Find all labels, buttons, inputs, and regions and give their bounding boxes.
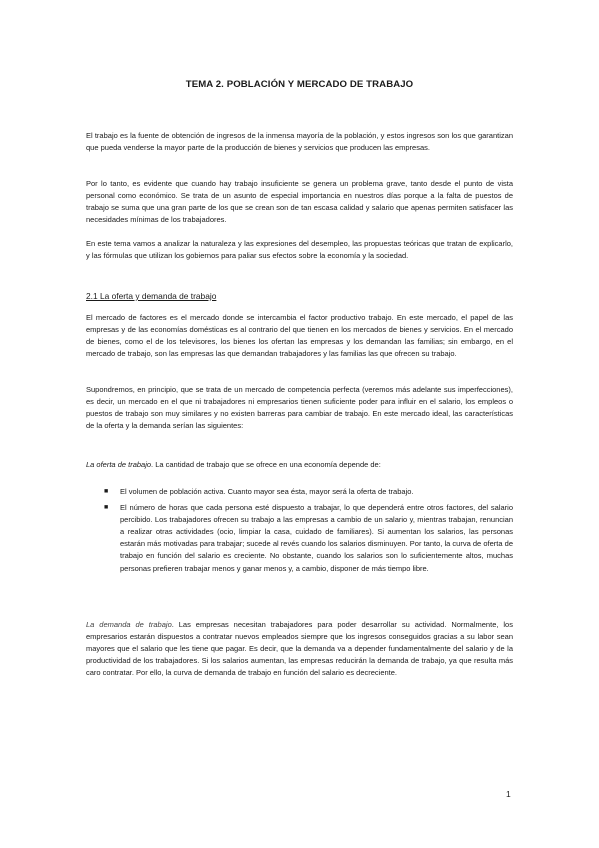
intro-paragraph-2: Por lo tanto, es evidente que cuando hay trabajo insuficiente se genera un problema grave, tanto desde el punto de vista personal como económico. Se trata de un asunto de especial importancia en nuestros días porque a la falta de puestos de trabajo se suma que una gran parte de los que se crean son de tan escasa calidad y salario que apenas permiten satisfacer las necesidades mínimas de los trabajadores. <box>86 179 513 225</box>
demand-paragraph <box>86 619 513 679</box>
demand-lead-text: La demanda de trabajo <box>86 620 172 629</box>
market-paragraph: El mercado de factores es el mercado donde se intercambia el factor productivo trabajo. En este mercado, el papel de las empresas y de las economías domésticas es al contrario del que tienen en los mercados de bienes y servicios. En el mercado de bienes, como el de los televisores, los bienes los ofertan las empresas y los demandan las familias; sin embargo, en el mercado de trabajo, son las empresas las que demandan trabajadores y las familias las que ofrecen su trabajo. <box>86 313 513 359</box>
competition-paragraph: Supondremos, en principio, que se trata de un mercado de competencia perfecta (veremos más adelante sus imperfecciones), es decir, un mercado en el que ni trabajadores ni empresarios tienen suficiente poder para influir en el salario, los empleos o puestos de trabajo son muy similares y no existen barreras para cambiar de trabajo. En este mercado ideal, las características de la oferta y la demanda serían las siguientes: <box>86 385 513 431</box>
page-number: 1 <box>506 789 511 799</box>
bullet-icon: ■ <box>104 488 109 495</box>
list-item <box>104 502 513 575</box>
page-title: TEMA 2. POBLACIÓN Y MERCADO DE TRABAJO <box>185 79 414 90</box>
intro-paragraph-3: En este tema vamos a analizar la naturaleza y las expresiones del desempleo, las propuestas teóricas que tratan de explicarlo, y las fórmulas que utilizan los gobiernos para paliar sus efectos sobre la economía y la sociedad. <box>86 239 513 261</box>
list-item <box>104 486 513 498</box>
intro-paragraph-1: El trabajo es la fuente de obtención de ingresos de la inmensa mayoría de la población, y estos ingresos son los que garantizan que pueda venderse la mayor parte de la producción de bienes y servicios que producen las empresas. <box>86 131 513 153</box>
supply-factors-list <box>104 486 513 579</box>
bullet-icon: ■ <box>104 504 109 512</box>
section-heading: 2.1 La oferta y demanda de trabajo <box>86 291 217 301</box>
supply-lead-text: La oferta de trabajo <box>86 460 152 469</box>
supply-intro-paragraph <box>86 459 513 471</box>
supply-rest-text: . La cantidad de trabajo que se ofrece en una economía depende de: <box>151 460 381 469</box>
demand-rest-text: . Las empresas necesitan trabajadores para poder desarrollar su actividad. Normalmente, los empresarios estarán dispuestos a contratar nuevos empleados siempre que los ingresos conseguidos gracias a su labor sean mayores que el salario que les tiene que pagar. Es decir, que la demanda va a depender fundamentalmente del salario y de la productividad de los trabajadores. Si los salarios aumentan, las empresas reducirán la demanda de trabajo, ya que resulta más caro contratar. Por ello, la curva de demanda de trabajo en función del salario es decreciente. <box>86 620 513 678</box>
list-item-text: El volumen de población activa. Cuanto mayor sea ésta, mayor será la oferta de trabajo. <box>120 487 414 496</box>
list-item-text: El número de horas que cada persona esté dispuesto a trabajar, lo que dependerá entre otros factores, del salario percibido. Los trabajadores ofrecen su trabajo a las empresas a cambio de un salario y, mientras trabajan, renuncian a realizar otras actividades (ocio, limpiar la casa, cuidado de familiares). Si aumentan los salarios, las personas estarán más motivadas para trabajar; sucede al revés cuando los salarios disminuyen. Por tanto, la curva de oferta de trabajo en función del salario es creciente. No obstante, cuando los salarios son lo suficientemente altos, muchas personas prefieren trabajar menos y ganar menos y, a cambio, disponer de más tiempo libre. <box>120 503 513 573</box>
